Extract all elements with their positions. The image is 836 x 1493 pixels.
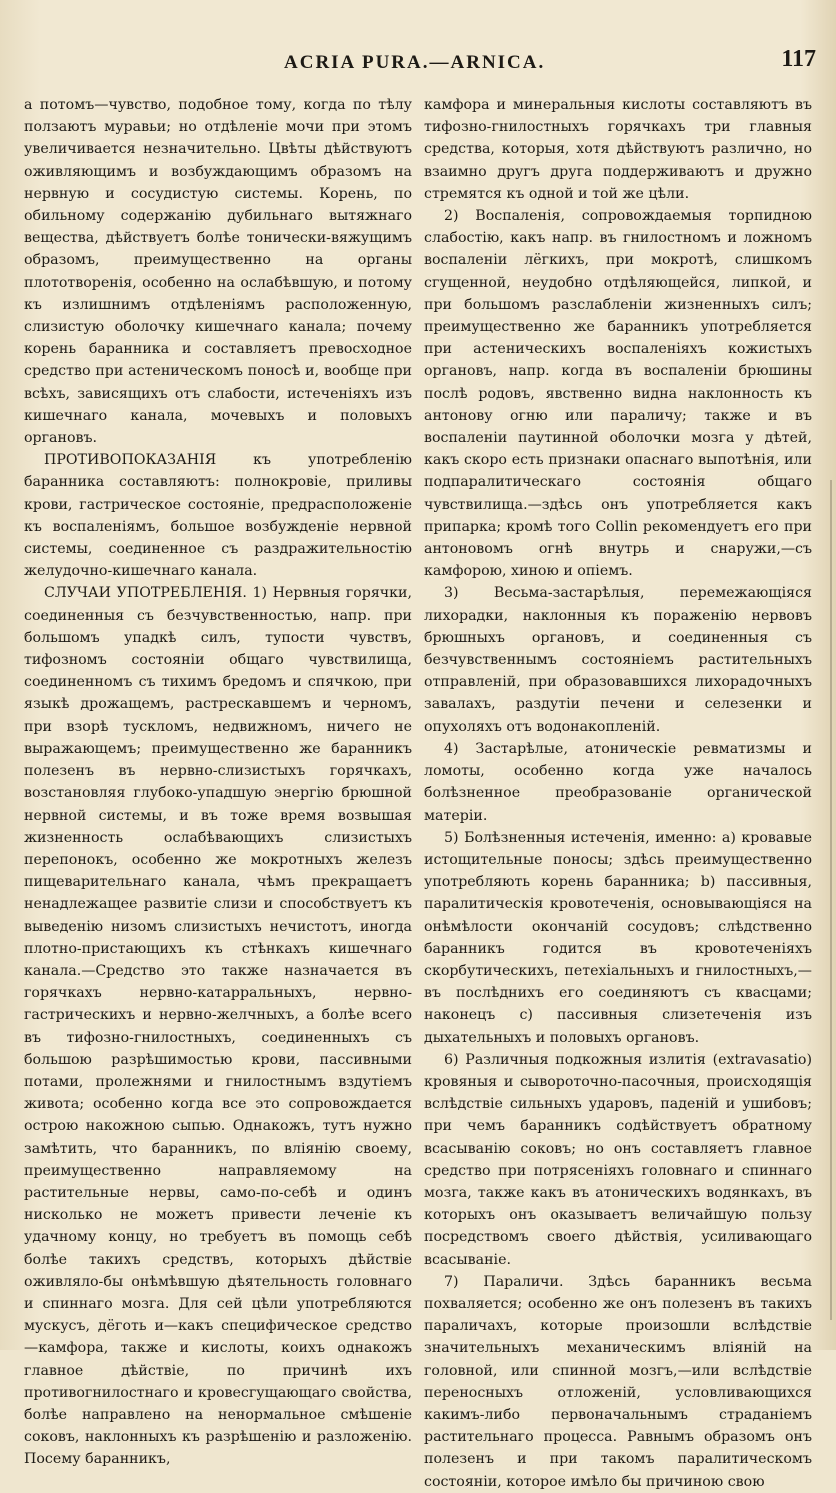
page-header <box>0 46 836 86</box>
page-edge-shadow <box>830 480 832 1320</box>
paragraph-case-4: 4) Застарѣлые, атоническіе ревматизмы и ломоты, особенно когда уже началось болѣзненное преобразованіе органической матеріи. <box>424 740 812 824</box>
running-title: ACRIA PURA.—ARNICA. <box>284 52 546 73</box>
paragraph-case-2: 2) Воспаленія, сопровождаемыя торпидною слабостію, какъ напр. въ гнилостномъ и ложномъ воспаленіи лёгкихъ, при мокротѣ, слишкомъ сгущенной, неудобно отдѣляющейся, липкой, и при большомъ разслабленіи жизненныхъ силъ; преимущественно же баранникъ употребляется при астеническихъ воспаленіяхъ кожистыхъ органовъ, напр. когда въ воспаленіи брюшины послѣ родовъ, явственно видна наклонность къ антонову огню или параличу; также и въ воспаленіи паутинной оболочки мозга у дѣтей, какъ скоро есть признаки опаснаго выпотѣнія, или подпаралитическаго состоянія общаго чувствилища.—здѣсь онъ употребляется какъ припарка; кромѣ того Collin рекомендуетъ его при антоновомъ огнѣ внутрь и снаружи,—съ камфорою, хиною и опіемъ. <box>424 208 812 580</box>
paragraph-case-5: 5) Болѣзненныя истеченія, именно: а) кровавые истощительные поносы; здѣсь преимущественно употребляють корень баранника; b) пассивныя, паралитическія кровотеченія, основывающіяся на онѣмѣлости окончаній сосудовъ; слѣдственно баранникъ годится въ кровотеченіяхъ скорбутическихъ, петехіальныхъ и гнилостныхъ,—въ послѣднихъ его соединяютъ съ квасцами; наконецъ с) пассивныя слизетеченія изъ дыхательныхъ и половыхъ органовъ. <box>424 829 812 1046</box>
paragraph-contraindications: ПРОТИВОПОКАЗАНІЯ къ употребленію баранника составляютъ: полнокровіе, приливы крови, гастрическое состояніе, предрасположеніе къ воспаленіямъ, большое возбужденіе нервной системы, соединенное съ раздражительностію желудочно-кишечнаго канала. <box>24 452 412 580</box>
paragraph-case-3: 3) Весьма-застарѣлыя, перемежающіяся лихорадки, наклонныя къ пораженію нервовъ брюшныхъ органовъ, и соединенныя съ безчувственнымъ состояніемъ растительныхъ отправленій, при образовавшихся лихорадочныхъ завалахъ, раздутіи печени и селезенки и опухоляхъ отъ водонакопленій. <box>424 585 812 735</box>
paragraph-right-1: камфора и минеральныя кислоты составляютъ въ тифозно-гнилостныхъ горячкахъ три главныя средства, которыя, хотя дѣйствуютъ различно, но взаимно другъ друга поддерживаютъ и дружно стремятся къ одной и той же цѣли. <box>424 97 812 202</box>
left-column <box>24 94 412 1471</box>
paragraph-indications: СЛУЧАИ УПОТРЕБЛЕНІЯ. 1) Нервныя горячки, соединенныя съ безчувственностью, напр. при большомъ упадкѣ силъ, тупости чувствъ, тифозномъ состояніи общаго чувствилища, соединенномъ съ тихимъ бредомъ и спячкою, при языкѣ дрожащемъ, растрескавшемъ и черномъ, при взорѣ тускломъ, недвижномъ, ничего не выражающемъ; преимущественно же баранникъ полезенъ въ нервно-слизистыхъ горячкахъ, возстановляя глубоко-упадшую энергію брюшной нервной системы, и въ тоже время возвышая жизненность ослабѣвающихъ слизистыхъ перепонокъ, особенно же мокротныхъ железъ пищеварительнаго канала, чѣмъ прекращаетъ ненадлежащее развитіе слизи и способствуетъ къ выведенію низомъ слизистыхъ нечистотъ, иногда плотно-пристающихъ къ стѣнкахъ кишечнаго канала.—Средство это также назначается въ горячкахъ нервно-катарральныхъ, нервно-гастрическихъ и нервно-желчныхъ, а болѣе всего въ тифозно-гнилостныхъ, соединенныхъ съ большою разрѣшимостью крови, пассивными потами, пролежнями и гнилостнымъ вздутіемъ живота; особенно когда все это сопровождается острою накожною сыпью. Однакожъ, тутъ нужно замѣтить, что баранникъ, по вліянію своему, преимущественно направляемому на растительные нервы, само-по-себѣ и одинъ нисколько не можетъ привести леченіе къ удачному концу, но требуетъ въ помощь себѣ болѣе такихъ средствъ, которыхъ дѣйствіе оживляло-бы онѣмѣвшую дѣятельность головнаго и спиннаго мозга. Для сей цѣли употребляются мускусъ, дёготь и—какъ специфическое средство—камфора, также и кислоты, коихъ однакожъ главное дѣйствіе, по причинѣ ихъ противогнилостнаго и кровесгущающаго свойства, болѣе направлено на ненормальное смѣшеніе соковъ, наклонныхъ къ разрѣшенію и разложенію. Посему баранникъ, <box>24 585 412 1468</box>
paragraph-case-7: 7) Параличи. Здѣсь баранникъ весьма похваляется; особенно же онъ полезенъ въ такихъ параличахъ, которые произошли вслѣдствіе значительныхъ механическимъ вліяній на головной, или спинной мозгъ,—или вслѣдствіе переносныхъ отложеній, условливающихся какимъ-либо первоначальнымъ страданіемъ растительнаго процесса. Равнымъ образомъ онъ полезенъ и при такомъ паралитическомъ состояніи, которое имѣло бы причиною свою <box>424 1273 812 1490</box>
page-number: 117 <box>781 46 816 72</box>
right-column <box>424 94 812 1493</box>
paragraph-left-1: а потомъ—чувство, подобное тому, когда по тѣлу ползаютъ муравьи; но отдѣленіе мочи при этомъ увеличивается незначительно. Цвѣты дѣйствуютъ оживляющимъ и возбуждающимъ образомъ на нервную и сосудистую системы. Корень, по обильному содержанію дубильнаго вытяжнаго вещества, дѣйствуетъ болѣе тонически-вяжущимъ образомъ, преимущественно на органы плототворенія, особенно на ослабѣвшую, и потому къ излишнимъ отдѣленіямъ расположенную, слизистую оболочку кишечнаго канала; почему корень баранника и составляетъ превосходное средство при астеническомъ поносѣ и, вообще при всѣхъ, зависящихъ отъ слабости, истеченіяхъ изъ кишечнаго канала, мочевыхъ и половыхъ органовъ. <box>24 97 412 447</box>
paragraph-case-6: 6) Различныя подкожныя излитія (extravasatio) кровяныя и сывороточно-пасочныя, происходящія вслѣдствіе сильныхъ ударовъ, паденій и ушибовъ; при чемъ баранникъ содѣйствуетъ обратному всасыванію соковъ; но онъ составляетъ главное средство при потрясеніяхъ головнаго и спиннаго мозга, также какъ въ атоническихъ водянкахъ, въ которыхъ онъ оказываетъ величайшую пользу посредствомъ своего дѣйствія, усиливающаго всасываніе. <box>424 1051 812 1268</box>
